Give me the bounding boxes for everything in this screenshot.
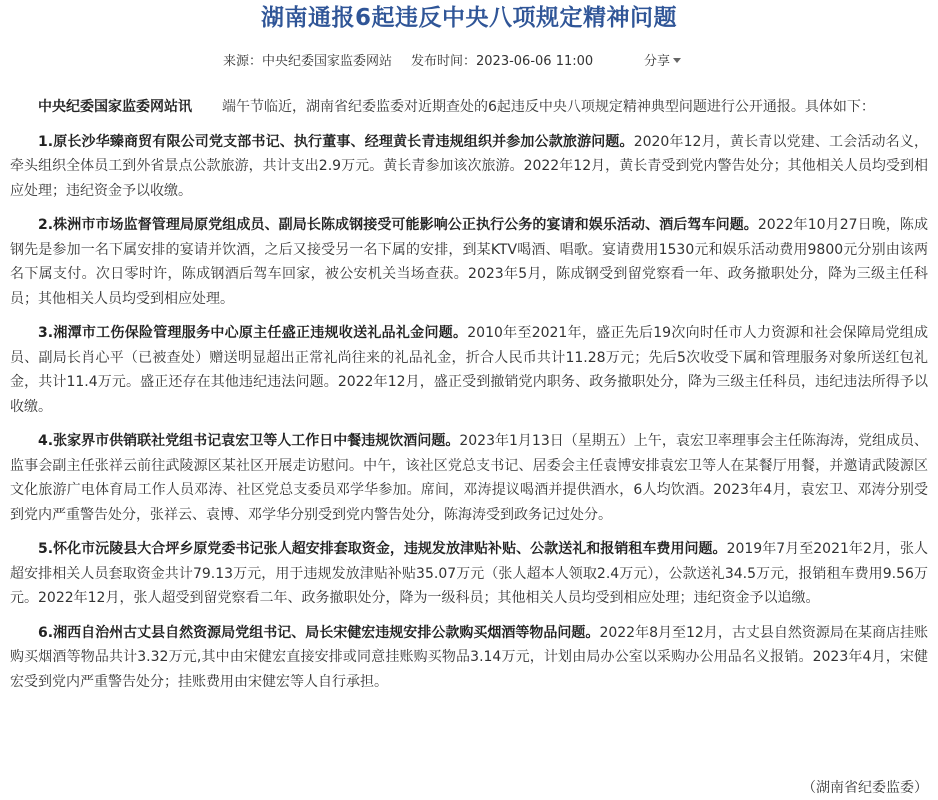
intro-paragraph — [10, 95, 928, 120]
share-label: 分享 — [644, 54, 671, 69]
case-heading: 5.怀化市沅陵县大合坪乡原党委书记张人超安排套取资金，违规发放津贴补贴、公款送礼和报销租车费用问题。 — [38, 541, 727, 557]
article-meta — [0, 52, 938, 72]
case-paragraph — [10, 213, 928, 311]
case-heading: 2.株洲市市场监督管理局原党组成员、副局长陈成钢接受可能影响公正执行公务的宴请和娱乐活动、酒后驾车问题。 — [38, 217, 758, 233]
byline: 中央纪委国家监委网站讯 — [38, 99, 192, 115]
publish-time: 2023-06-06 11:00 — [476, 54, 594, 69]
case-paragraph — [10, 537, 928, 611]
article-title: 湖南通报6起违反中央八项规定精神问题 — [260, 5, 677, 31]
case-body: 2022年10月27日晚，陈成钢先是参加一名下属安排的宴请并饮酒，之后又接受另一名下属的安排，到某KTV喝酒、唱歌。宴请费用1530元和娱乐活动费用9800元分别由该两名下属支付。次日零时许，陈成钢酒后驾车回家，被公安机关当场查获。2023年5月，陈成钢受到留党察看一年、政务撤职处分，降为三级主任科员；其他相关人员均受到相应处理。 — [10, 217, 928, 307]
case-heading: 3.湘潭市工伤保险管理服务中心原主任盛正违规收送礼品礼金问题。 — [38, 325, 468, 341]
source-label: 来源： — [223, 54, 263, 69]
chevron-down-icon — [673, 58, 681, 63]
case-paragraph — [10, 621, 928, 695]
article-footer-source: （湖南省纪委监委） — [802, 780, 928, 796]
case-body: 2023年1月13日（星期五）上午，袁宏卫率理事会主任陈海涛，党组成员、监事会副主任张祥云前往武陵源区某社区开展走访慰问。中午，该社区党总支书记、居委会主任袁博安排袁宏卫等人在某餐厅用餐，并邀请武陵源区文化旅游广电体育局工作人员邓涛、社区党总支委员邓学华参加。席间，邓涛提议喝酒并提供酒水，6人均饮酒。2023年4月，袁宏卫、邓涛分别受到党内严重警告处分，张祥云、袁博、邓学华分别受到党内警告处分，陈海涛受到政务记过处分。 — [10, 433, 928, 523]
case-body: 2010年至2021年，盛正先后19次向时任市人力资源和社会保障局党组成员、副局长肖心平（已被查处）赠送明显超出正常礼尚往来的礼品礼金，折合人民币共计11.28万元；先后5次收受下属和管理服务对象所送红包礼金，共计11.4万元。盛正还存在其他违纪违法问题。2022年12月，盛正受到撤销党内职务、政务撤职处分，降为三级主任科员，违纪违法所得予以收缴。 — [10, 325, 928, 415]
case-paragraph — [10, 130, 928, 204]
source-name: 中央纪委国家监委网站 — [262, 54, 393, 69]
intro-text: 端午节临近，湖南省纪委监委对近期查处的6起违反中央八项规定精神典型问题进行公开通报。具体如下： — [222, 99, 875, 115]
case-body: 2020年12月，黄长青以党建、工会活动名义，牵头组织全体员工到外省景点公款旅游，共计支出2.9万元。黄长青参加该次旅游。2022年12月，黄长青受到党内警告处分；其他相关人员均受到相应处理；违纪资金予以收缴。 — [10, 133, 928, 199]
publish-time-label: 发布时间： — [411, 54, 477, 69]
case-body: 2019年7月至2021年2月，张人超安排相关人员套取资金共计79.13万元，用于违规发放津贴补贴35.07万元（张人超本人领取2.4万元），公款送礼34.5万元，报销租车费用9.56万元。2022年12月，张人超受到留党察看二年、政务撤职处分，降为一级科员；其他相关人员均受到相应处理；违纪资金予以追缴。 — [10, 541, 928, 606]
publish-time-line — [411, 52, 593, 72]
case-heading: 1.原长沙华臻商贸有限公司党支部书记、执行董事、经理黄长青违规组织并参加公款旅游问题。 — [38, 133, 634, 150]
case-paragraph — [10, 321, 928, 419]
case-heading: 4.张家界市供销联社党组书记袁宏卫等人工作日中餐违规饮酒问题。 — [38, 433, 460, 449]
article-body — [10, 95, 928, 694]
case-paragraph — [10, 429, 928, 527]
share-button[interactable] — [644, 52, 681, 72]
source-line — [223, 52, 392, 72]
case-heading: 6.湘西自治州古丈县自然资源局党组书记、局长宋健宏违规安排公款购买烟酒等物品问题。 — [38, 624, 600, 641]
case-body: 2022年8月至12月，古丈县自然资源局在某商店挂账购买烟酒等物品共计3.32万元,其中由宋健宏直接安排或同意挂账购买物品3.14万元，计划由局办公室以采购办公用品名义报销。2023年4月，宋健宏受到党内严重警告处分；挂账费用由宋健宏等人自行承担。 — [10, 624, 928, 690]
